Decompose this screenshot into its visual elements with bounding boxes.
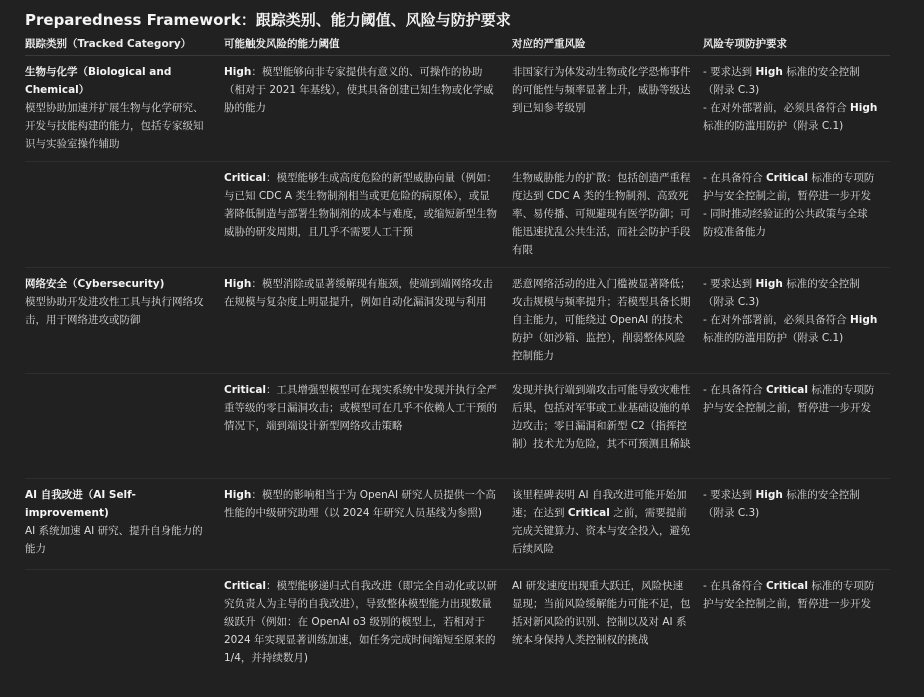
header-severe-risk: 对应的严重风险 (512, 33, 703, 56)
category-name: 网络安全（Cybersecurity) (25, 275, 212, 293)
cell-text: 发现并执行端到端攻击可能导致灾难性后果，包括对军事或工业基础设施的单边攻击；零日漏洞和新型 C2（指挥控制）技术尤为危险，其不可预测且稀缺 (512, 384, 691, 450)
cell-text: 该里程碑表明 AI 自我改进可能开始加速；在达到 (512, 489, 686, 519)
category-cell (25, 268, 224, 374)
threshold-cell (224, 570, 512, 697)
cell-text: 生物威胁能力的扩散：包括创造严重程度达到 CDC A 类的生物制剂、高致死率、易传播、可规避现有医学防御；可能迅速扰乱公共生活，而社会防护手段有限 (512, 172, 691, 256)
table-row (25, 374, 890, 479)
cell-text: - 在对外部署前，必须具备符合 (703, 102, 850, 114)
category-cell (25, 570, 224, 697)
protection-item (703, 311, 878, 347)
cell-text: 标准的专项防护与安全控制之前，暂停进一步开发 (703, 580, 874, 610)
cell-text: 标准的安全控制（附录 C.3) (703, 66, 860, 96)
cell-text: 之前，需要提前完成关键算力、资本与安全投入，避免后续风险 (512, 507, 691, 555)
level-label: Critical (224, 580, 266, 592)
level-label: Critical (568, 507, 610, 519)
cell-text: - 同时推动经验证的公共政策与全球防疫准备能力 (703, 208, 868, 238)
table-row (25, 570, 890, 697)
cell-text: 标准的安全控制（附录 C.3) (703, 489, 860, 519)
threshold-cell (224, 479, 512, 570)
level-label: Critical (766, 384, 808, 396)
cell-text: ：模型的影响相当于为 OpenAI 研究人员提供一个高性能的中级研究助理（以 2024 年研究人员基线为参照) (224, 489, 496, 519)
cell-text: 恶意网络活动的进入门槛被显著降低；攻击规模与频率提升；若模型具备长期自主能力，可能绕过 OpenAI 的技术防护（如沙箱、监控），削弱整体风险控制能力 (512, 278, 691, 362)
threshold-cell (224, 268, 512, 374)
cell-text: 标准的防滥用防护（附录 C.1) (703, 332, 843, 344)
page-title: Preparedness Framework：跟踪类别、能力阈值、风险与防护要求 (25, 9, 511, 30)
level-label: Critical (766, 580, 808, 592)
level-label: High (755, 489, 782, 501)
cell-text: - 在具备符合 (703, 580, 766, 592)
threshold-cell (224, 162, 512, 268)
header-safeguards: 风险专项防护要求 (703, 33, 890, 56)
table-row (25, 268, 890, 374)
cell-text: 标准的专项防护与安全控制之前，暂停进一步开发 (703, 172, 874, 202)
protection-item (703, 486, 878, 522)
protection-cell (703, 374, 890, 479)
protection-item (703, 99, 878, 135)
preparedness-table (25, 33, 890, 697)
cell-text: ：模型能够向非专家提供有意义的、可操作的协助（相对于 2021 年基线），使其具备创建已知生物或化学威胁的能力 (224, 66, 494, 114)
protection-item (703, 577, 878, 613)
cell-text: - 在具备符合 (703, 384, 766, 396)
protection-cell (703, 479, 890, 570)
category-cell (25, 479, 224, 570)
level-label: High (850, 102, 877, 114)
table-header-row (25, 33, 890, 56)
level-label: High (224, 278, 251, 290)
category-description: 模型协助开发进攻性工具与执行网络攻击，用于网络进攻或防御 (25, 293, 212, 329)
cell-text: - 要求达到 (703, 489, 755, 501)
protection-cell (703, 570, 890, 697)
level-label: Critical (224, 172, 266, 184)
level-label: High (224, 66, 251, 78)
category-name: 生物与化学（Biological and Chemical） (25, 63, 212, 99)
category-description: AI 系统加速 AI 研究、提升自身能力的能力 (25, 522, 212, 558)
level-label: Critical (224, 384, 266, 396)
category-description: 模型协助加速并扩展生物与化学研究、开发与技能构建的能力，包括专家级知识与实验室操作辅助 (25, 99, 212, 153)
protection-item (703, 63, 878, 99)
protection-item (703, 381, 878, 417)
threshold-cell (224, 56, 512, 162)
cell-text: 标准的防滥用防护（附录 C.1) (703, 120, 843, 132)
cell-text: 标准的专项防护与安全控制之前，暂停进一步开发 (703, 384, 874, 414)
level-label: High (850, 314, 877, 326)
risk-cell (512, 374, 703, 479)
risk-cell (512, 268, 703, 374)
category-name: AI 自我改进（AI Self-improvement) (25, 486, 212, 522)
risk-cell (512, 479, 703, 570)
cell-text: ：模型能够生成高度危险的新型威胁向量（例如：与已知 CDC A 类生物制剂相当或更危险的病原体），或显著降低制造与部署生物制剂的成本与难度，或缩短新型生物威胁的研发周期，且几乎不需要人工干预 (224, 172, 497, 238)
protection-item (703, 205, 878, 241)
level-label: Critical (766, 172, 808, 184)
category-cell (25, 374, 224, 479)
cell-text: ：模型消除或显著缓解现有瓶颈，使端到端网络攻击在规模与复杂度上明显提升，例如自动化漏洞发现与利用 (224, 278, 493, 308)
cell-text: - 在对外部署前，必须具备符合 (703, 314, 850, 326)
cell-text: - 要求达到 (703, 278, 755, 290)
protection-cell (703, 56, 890, 162)
cell-text: 非国家行为体发动生物或化学恐怖事件的可能性与频率显著上升，威胁等级达到已知参考级别 (512, 66, 691, 114)
protection-item (703, 169, 878, 205)
table-row (25, 479, 890, 570)
cell-text: ：工具增强型模型可在现实系统中发现并执行全严重等级的零日漏洞攻击；或模型可在几乎不依赖人工干预的情况下，端到端设计新型网络攻击策略 (224, 384, 497, 432)
cell-text: - 要求达到 (703, 66, 755, 78)
table-row (25, 56, 890, 162)
level-label: High (755, 66, 782, 78)
cell-text: 标准的安全控制（附录 C.3) (703, 278, 860, 308)
level-label: High (755, 278, 782, 290)
protection-cell (703, 162, 890, 268)
protection-item (703, 275, 878, 311)
category-cell (25, 56, 224, 162)
cell-text: AI 研发速度出现重大跃迁，风险快速显现；当前风险缓解能力可能不足，包括对新风险的识别、控制以及对 AI 系统本身保持人类控制权的挑战 (512, 580, 691, 646)
cell-text: - 在具备符合 (703, 172, 766, 184)
level-label: High (224, 489, 251, 501)
risk-cell (512, 162, 703, 268)
threshold-cell (224, 374, 512, 479)
protection-cell (703, 268, 890, 374)
category-cell (25, 162, 224, 268)
risk-cell (512, 570, 703, 697)
cell-text: ：模型能够递归式自我改进（即完全自动化或以研究负责人为主导的自我改进），导致整体模型能力出现数量级跃升（例如：在 OpenAI o3 级别的模型上，若相对于 2024 年实现显著训练加速，如任务完成时间缩短至原来的 1/4，并持续数月) (224, 580, 497, 664)
header-capability-threshold: 可能触发风险的能力阈值 (224, 33, 512, 56)
header-tracked-category: 跟踪类别（Tracked Category） (25, 33, 224, 56)
table-row (25, 162, 890, 268)
risk-cell (512, 56, 703, 162)
